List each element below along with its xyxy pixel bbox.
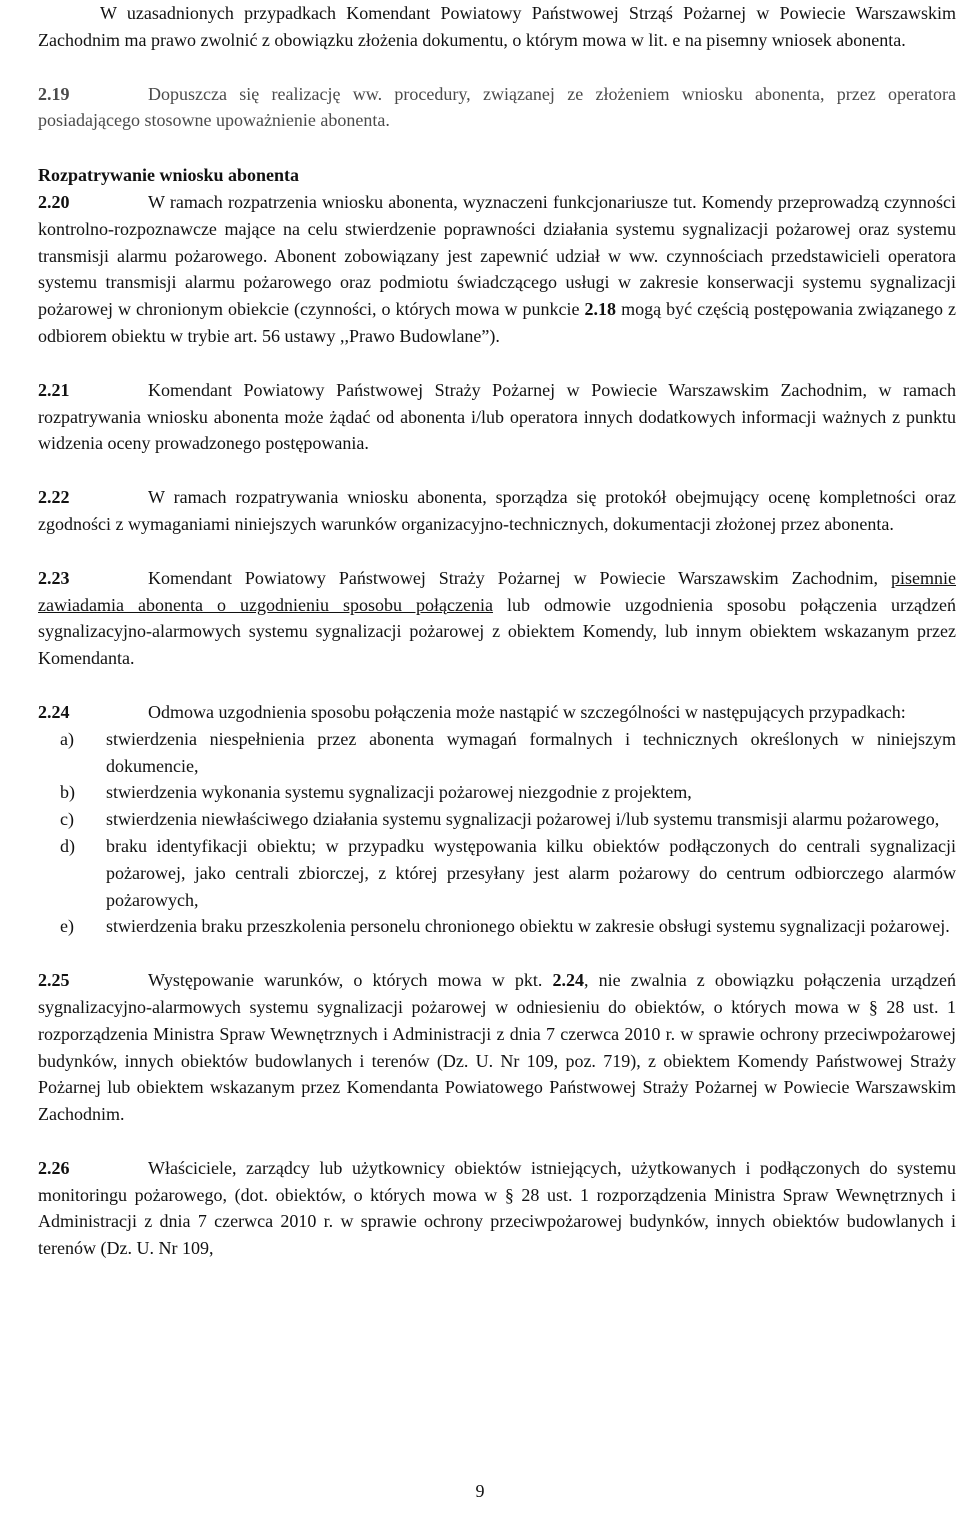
reasons-list: [38, 726, 956, 940]
section-heading: Rozpatrywanie wniosku abonenta: [38, 165, 300, 186]
list-item-label: c): [60, 809, 74, 830]
paragraph-number: 2.24: [38, 701, 70, 722]
paragraph-number: 2.25: [38, 970, 70, 991]
paragraph-number: 2.26: [38, 1157, 70, 1178]
list-item-text: stwierdzenia niespełnienia przez abonenta wymagań formalnych i technicznych określonych w niniejszym dokumencie,: [106, 728, 956, 776]
list-item: [38, 913, 956, 940]
list-item-label: d): [60, 835, 75, 856]
paragraph-text-continued: , nie zwalnia z obowiązku połączenia urządzeń sygnalizacyjno-alarmowych systemu sygnalizacji pożarowej w odniesieniu do obiektów, o których mowa w § 28 ust. 1 rozporządzenia Ministra Spraw Wewnętrznych i Administracji z dnia 7 czerwca 2010 r. w sprawie ochrony przeciwpożarowej budynków, innych obiektów budowlanych i terenów (Dz. U. Nr 109, poz. 719), z obiektem Komendy Państwowej Straży Pożarnej lub obiektem wskazanym przez Komendanta Powiatowego Państwowej Straży Pożarnej w Powiecie Warszawskim Zachodnim.: [38, 970, 957, 1125]
page-number: 9: [475, 1481, 485, 1501]
list-item-text: stwierdzenia wykonania systemu sygnalizacji pożarowej niezgodnie z projektem,: [106, 782, 692, 803]
paragraph-text: Komendant Powiatowy Państwowej Straży Pożarnej w Powiecie Warszawskim Zachodnim, w ramach rozpatrywania wniosku abonenta może żądać od abonenta i/lub operatora innych dodatkowych informacji ważnych z punktu widzenia oceny prowadzonego postępowania.: [38, 379, 956, 454]
paragraph-text: W ramach rozpatrzenia wniosku abonenta, wyznaczeni funkcjonariusze tut. Komendy przeprowadzą czynności kontrolno-rozpoznawcze mające na celu stwierdzenie poprawności działania systemu sygnalizacji pożarowej oraz systemu transmisji alarmu pożarowego. Abonent zobowiązany jest zapewnić udział w ww. czynnościach przedstawicieli operatora systemu transmisji alarmu pożarowego oraz podmiotu świadczącego usługi w zakresie konserwacji systemu sygnalizacji pożarowej w chronionym obiekcie (czynności, o których mowa w punkcie: [38, 191, 956, 320]
paragraph-number: 2.19: [38, 83, 70, 104]
intro-paragraph: W uzasadnionych przypadkach Komendant Powiatowy Państwowej Strząś Pożarnej w Powiecie Warszawskim Zachodnim ma prawo zwolnić z obowiązku złożenia dokumentu, o którym mowa w lit. e na pisemny wniosek abonenta.: [38, 3, 956, 50]
paragraph-number: 2.22: [38, 487, 70, 508]
document-page: [38, 0, 956, 1262]
list-item: [38, 726, 956, 780]
paragraph-2-22: [38, 484, 956, 538]
paragraph-text-continued: mogą być częścią postępowania związanego z odbiorem obiektu w trybie art. 56 ustawy ,,Prawo Budowlane”).: [38, 299, 957, 346]
paragraph-text-continued: lub odmowie uzgodnienia sposobu połączenia urządzeń sygnalizacyjno-alarmowych systemu sygnalizacji pożarowej z obiektem Komendy, lub innym obiektem wskazanym przez Komendanta.: [38, 594, 957, 669]
list-item-label: e): [60, 916, 74, 937]
paragraph-2-23: [38, 565, 956, 672]
underlined-phrase: pisemnie zawiadamia abonenta o uzgodnieniu sposobu połączenia: [38, 567, 956, 615]
paragraph-2-25: [38, 967, 956, 1128]
list-item-text: stwierdzenia braku przeszkolenia personelu chronionego obiektu w zakresie obsługi systemu sygnalizacji pożarowej.: [106, 916, 950, 937]
paragraph-2-20: [38, 189, 956, 350]
list-item: [38, 833, 956, 913]
paragraph-2-26: [38, 1155, 956, 1262]
list-item: [38, 779, 956, 806]
paragraph-text: Odmowa uzgodnienia sposobu połączenia może nastąpić w szczególności w następujących przypadkach:: [148, 701, 906, 722]
paragraph-number: 2.23: [38, 567, 70, 588]
paragraph-2-19: [38, 81, 956, 135]
paragraph-number: 2.21: [38, 379, 70, 400]
paragraph-2-21: [38, 377, 956, 457]
paragraph-reference: 2.18: [584, 299, 617, 320]
paragraph-text: Komendant Powiatowy Państwowej Straży Pożarnej w Powiecie Warszawskim Zachodnim,: [148, 567, 879, 588]
paragraph-2-24: [38, 699, 956, 726]
paragraph-text: Właściciele, zarządcy lub użytkownicy obiektów istniejących, użytkowanych i podłączonych do systemu monitoringu pożarowego, (dot. obiektów, o których mowa w § 28 ust. 1 rozporządzenia Ministra Spraw Wewnętrznych i Administracji z dnia 7 czerwca 2010 r. w sprawie ochrony przeciwpożarowej budynków, innych obiektów budowlanych i terenów (Dz. U. Nr 109,: [38, 1157, 956, 1259]
paragraph-reference: 2.24: [552, 970, 584, 991]
list-item-label: a): [60, 728, 74, 749]
list-item-label: b): [60, 782, 75, 803]
paragraph-text: Dopuszcza się realizację ww. procedury, związanej ze złożeniem wniosku abonenta, przez operatora posiadającego stosowne upoważnienie abonenta.: [38, 83, 956, 131]
list-item: [38, 806, 956, 833]
paragraph-text: Występowanie warunków, o których mowa w pkt.: [148, 970, 543, 991]
paragraph-number: 2.20: [38, 191, 70, 212]
list-item-text: braku identyfikacji obiektu; w przypadku występowania kilku obiektów podłączonych do centrali sygnalizacji pożarowej, jako centrali zbiorczej, z której przesyłany jest alarm pożarowy do centrum odbiorczego alarmów pożarowych,: [106, 835, 956, 910]
list-item-text: stwierdzenia niewłaściwego działania systemu sygnalizacji pożarowej i/lub systemu transmisji alarmu pożarowego,: [106, 809, 940, 830]
paragraph-text: W ramach rozpatrywania wniosku abonenta, sporządza się protokół obejmujący ocenę kompletności oraz zgodności z wymaganiami niniejszych warunków organizacyjno-technicznych, dokumentacji złożonej przez abonenta.: [38, 487, 956, 534]
